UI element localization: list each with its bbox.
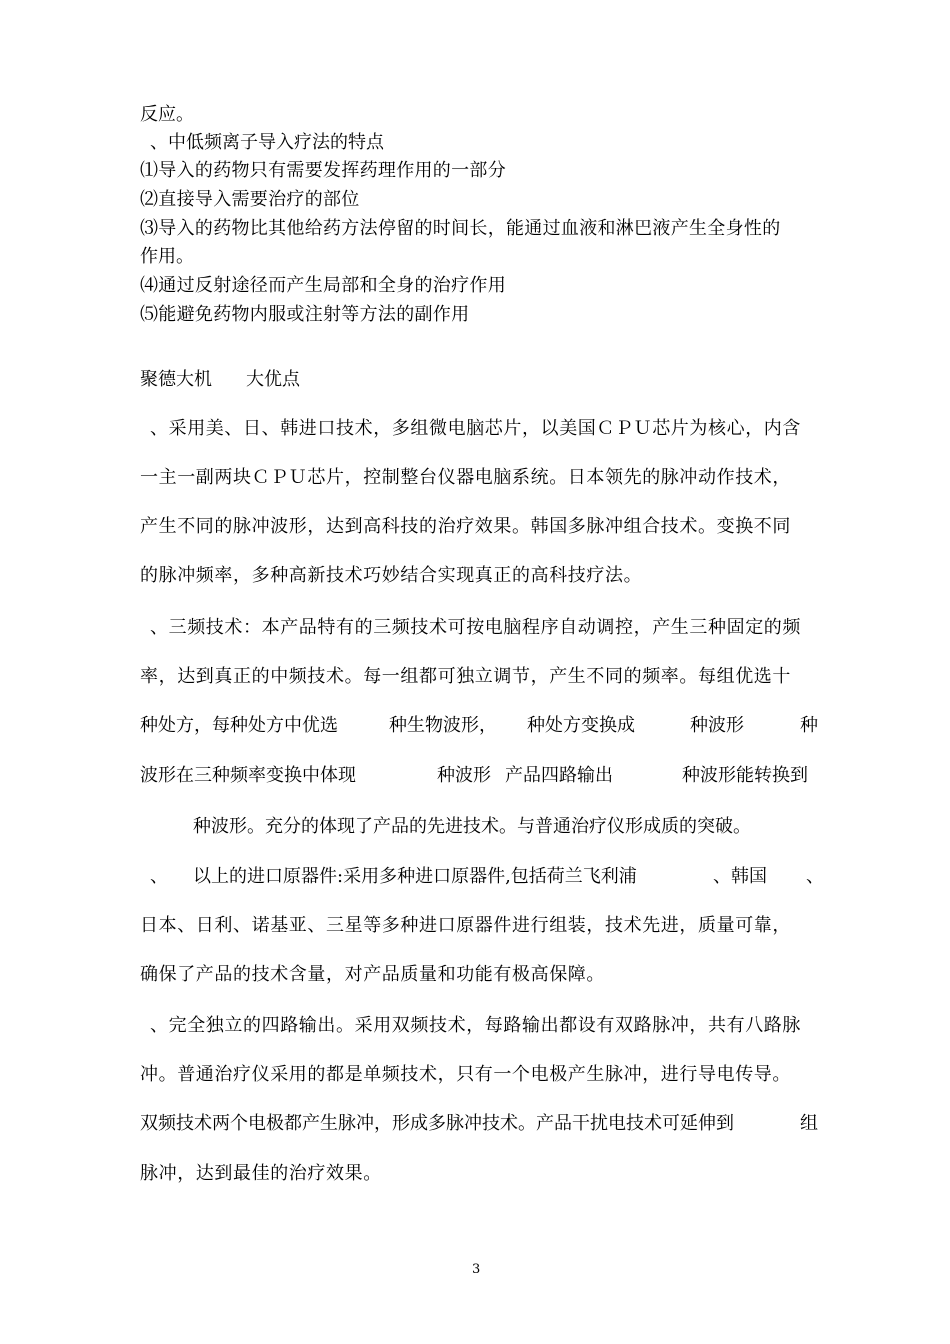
paragraph-4-line-4: 脉冲，达到最佳的治疗效果。 [140,1163,382,1184]
page-number: 3 [472,1262,481,1277]
paragraph-2-line-5: 种波形。充分的体现了产品的先进技术。与普通治疗仪形成质的突破。 [193,816,751,837]
paragraph-2-line-3-b: 种生物波形， [389,715,497,736]
intro-line: 反应。 [140,104,194,125]
paragraph-4-line-3-b: 组 [800,1113,818,1134]
title-part-2: 大优点 [246,369,300,390]
paragraph-2-line-4-b: 种波形 [437,765,491,786]
paragraph-3-line-1-d: 、 [806,866,824,887]
paragraph-1-line-4: 的脉冲频率，多种高新技术巧妙结合实现真正的高科技疗法。 [140,565,643,586]
paragraph-2-line-4-a: 波形在三种频率变换中体现 [140,765,356,786]
list-item-3-cont: 作用。 [140,246,194,267]
paragraph-1-line-1: 、采用美、日、韩进口技术，多组微电脑芯片，以美国ＣＰＵ芯片为核心，内含 [150,418,801,439]
paragraph-3-line-2: 日本、日利、诺基亚、三星等多种进口原器件进行组装，技术先进，质量可靠， [140,915,791,936]
title-part-1: 聚德大机 [140,369,212,390]
paragraph-4-line-3-a: 双频技术两个电极都产生脉冲，形成多脉冲技术。产品干扰电技术可延伸到 [140,1113,734,1134]
list-item-4: ⑷通过反射途径而产生局部和全身的治疗作用 [140,275,506,296]
paragraph-2-line-4-d: 种波形能转换到 [682,765,808,786]
paragraph-3-line-1-a: 、 [150,866,168,887]
paragraph-1-line-2: 一主一副两块ＣＰＵ芯片，控制整台仪器电脑系统。日本领先的脉冲动作技术， [140,467,791,488]
paragraph-2-line-4-c: 产品四路输出 [505,765,613,786]
paragraph-2-line-3-e: 种 [800,715,818,736]
paragraph-2-line-1: 、三频技术：本产品特有的三频技术可按电脑程序自动调控，产生三种固定的频 [150,617,801,638]
list-item-2: ⑵直接导入需要治疗的部位 [140,189,360,210]
list-item-1: ⑴导入的药物只有需要发挥药理作用的一部分 [140,160,506,181]
paragraph-3-line-1-c: 、韩国 [713,866,767,887]
paragraph-4-line-2: 冲。普通治疗仪采用的都是单频技术，只有一个电极产生脉冲，进行导电传导。 [140,1064,791,1085]
paragraph-2-line-3-c: 种处方变换成 [527,715,635,736]
paragraph-4-line-1: 、完全独立的四路输出。采用双频技术，每路输出都设有双路脉冲，共有八路脉 [150,1015,801,1036]
paragraph-2-line-3-a: 种处方，每种处方中优选 [140,715,338,736]
paragraph-3-line-3: 确保了产品的技术含量，对产品质量和功能有极高保障。 [140,964,605,985]
section-heading: 、中低频离子导入疗法的特点 [150,132,384,153]
paragraph-2-line-3-d: 种波形 [690,715,744,736]
paragraph-3-line-1-b: 以上的进口原器件:采用多种进口原器件,包括荷兰飞利浦 [193,866,637,887]
paragraph-1-line-3: 产生不同的脉冲波形，达到高科技的治疗效果。韩国多脉冲组合技术。变换不同 [140,516,791,537]
paragraph-2-line-2: 率，达到真正的中频技术。每一组都可独立调节，产生不同的频率。每组优选十 [140,666,791,687]
list-item-3: ⑶导入的药物比其他给药方法停留的时间长，能通过血液和淋巴液产生全身性的 [140,218,781,239]
list-item-5: ⑸能避免药物内服或注射等方法的副作用 [140,304,470,325]
